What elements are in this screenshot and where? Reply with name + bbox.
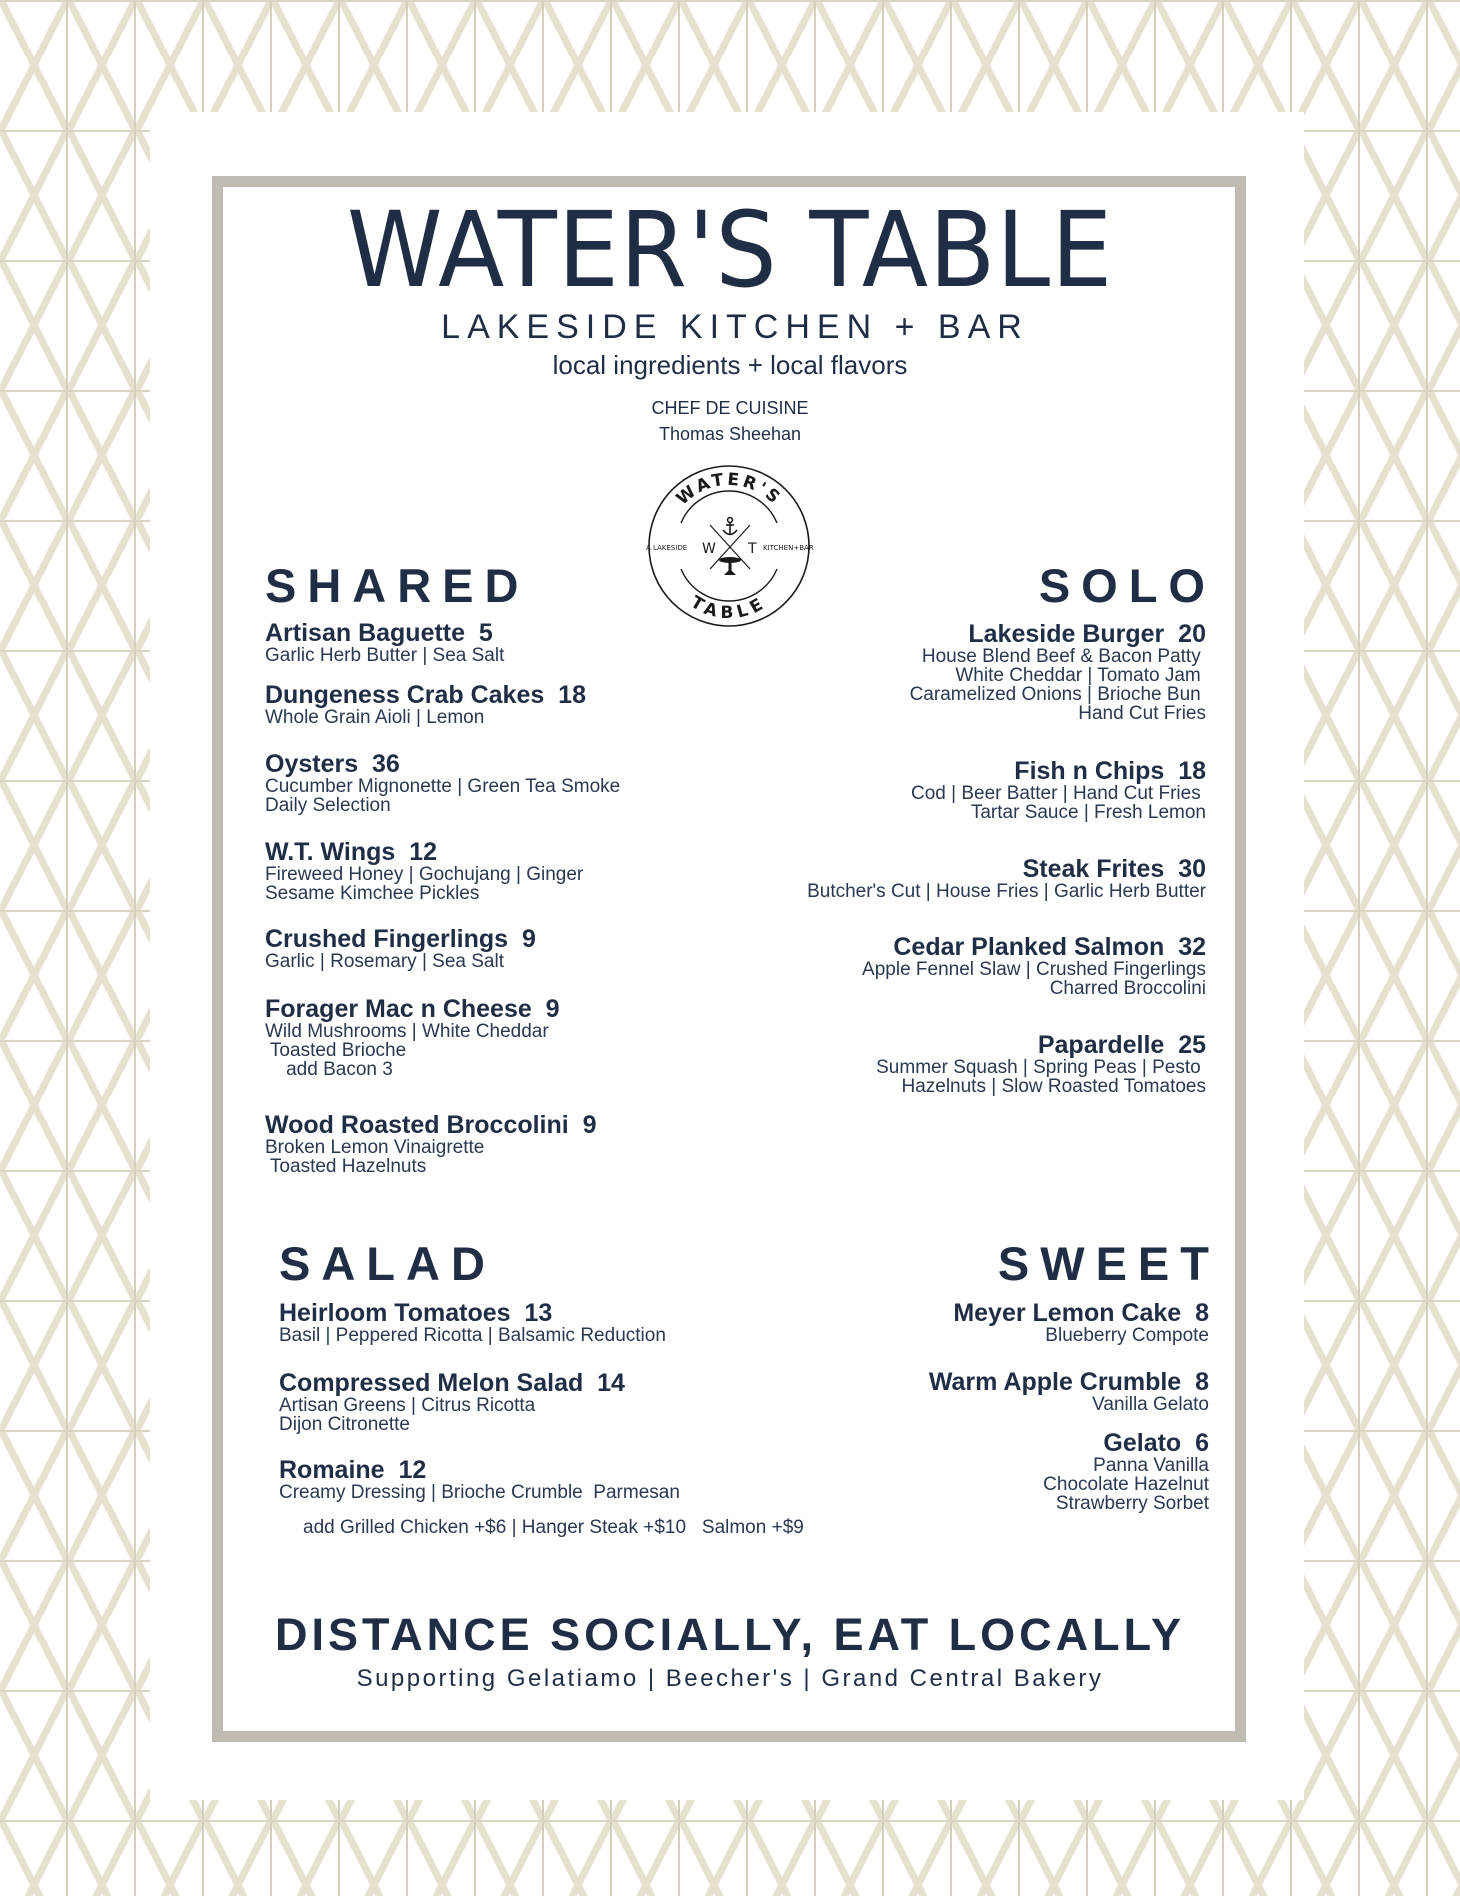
section-heading-shared: SHARED: [265, 559, 530, 612]
menu-item: [265, 751, 620, 839]
menu-item: [265, 926, 620, 996]
item-desc: Panna Vanilla: [1093, 1455, 1209, 1476]
menu-item: [929, 1300, 1209, 1369]
shared-items: [265, 620, 620, 1176]
menu-item: [265, 1112, 620, 1176]
item-desc: Garlic | Rosemary | Sea Salt: [265, 951, 505, 972]
section-heading-sweet: SWEET: [997, 1237, 1220, 1290]
item-desc: Hazelnuts | Slow Roasted Tomatoes: [901, 1076, 1206, 1097]
menu-item: [929, 1369, 1209, 1430]
salad-items: [279, 1300, 680, 1502]
menu-item: [279, 1457, 680, 1502]
item-desc: Tartar Sauce | Fresh Lemon: [970, 802, 1206, 823]
restaurant-logo: [638, 463, 820, 629]
menu-item: [265, 839, 620, 926]
item-desc: Whole Grain Aioli | Lemon: [265, 707, 485, 728]
chef-name: Thomas Sheehan: [658, 424, 802, 444]
item-name: Steak Frites 30: [1022, 855, 1206, 883]
menu-item: [265, 996, 620, 1112]
svg-text:W: W: [702, 541, 716, 557]
item-desc: Toasted Brioche: [265, 1040, 407, 1061]
menu-item: [807, 934, 1206, 1032]
restaurant-subtitle: LAKESIDE KITCHEN + BAR: [441, 308, 1029, 346]
salad-addons: add Grilled Chicken +$6 | Hanger Steak +$10 Salmon +$9: [303, 1517, 804, 1538]
section-heading-salad: SALAD: [279, 1237, 496, 1290]
logo-bottom-text: TABLE: [687, 592, 771, 624]
item-desc: Hand Cut Fries: [1078, 703, 1206, 724]
section-heading-solo: SOLO: [1038, 559, 1216, 612]
item-desc: Creamy Dressing | Brioche Crumble Parmesan: [279, 1482, 680, 1503]
item-desc: Cod | Beer Batter | Hand Cut Fries: [911, 783, 1206, 804]
menu-item: [279, 1370, 680, 1457]
item-name: Lakeside Burger 20: [968, 620, 1206, 648]
item-name: Oysters 36: [265, 750, 400, 778]
item-desc: Blueberry Compote: [1045, 1325, 1209, 1346]
item-desc: Artisan Greens | Citrus Ricotta: [279, 1395, 536, 1416]
item-desc: White Cheddar | Tomato Jam: [955, 665, 1206, 686]
anchor-icon: [723, 518, 737, 535]
item-desc: Summer Squash | Spring Peas | Pesto: [876, 1057, 1206, 1078]
menu-item: [279, 1300, 680, 1370]
footer-tagline: DISTANCE SOCIALLY, EAT LOCALLY: [274, 1609, 1186, 1660]
item-desc: add Bacon 3: [265, 1059, 393, 1080]
restaurant-title: WATER'S TABLE: [346, 189, 1114, 311]
item-name: Heirloom Tomatoes 13: [279, 1299, 553, 1327]
menu-item: [929, 1430, 1209, 1513]
item-desc: Basil | Peppered Ricotta | Balsamic Reduction: [279, 1325, 666, 1346]
svg-text:A LAKESIDE: A LAKESIDE: [646, 544, 688, 552]
item-name: Gelato 6: [1103, 1429, 1209, 1457]
menu-item: [807, 856, 1206, 934]
svg-text:T: T: [748, 541, 757, 557]
item-desc: Strawberry Sorbet: [1055, 1493, 1209, 1514]
tagline: local ingredients + local flavors: [552, 350, 908, 380]
item-name: Dungeness Crab Cakes 18: [265, 681, 586, 709]
sweet-items: [929, 1300, 1209, 1513]
item-desc: Wild Mushrooms | White Cheddar: [265, 1021, 549, 1042]
item-desc: Daily Selection: [265, 795, 391, 816]
menu-item: [265, 682, 620, 751]
item-name: Warm Apple Crumble 8: [928, 1368, 1209, 1396]
solo-items: [807, 621, 1206, 1096]
item-desc: Fireweed Honey | Gochujang | Ginger: [265, 864, 584, 885]
item-name: Papardelle 25: [1037, 1031, 1206, 1059]
item-desc: Garlic Herb Butter | Sea Salt: [265, 645, 505, 666]
item-desc: House Blend Beef & Bacon Patty: [921, 646, 1206, 667]
item-desc: Dijon Citronette: [279, 1414, 410, 1435]
footer-supporting: Supporting Gelatiamo | Beecher's | Grand Central Bakery: [356, 1665, 1104, 1692]
menu-item: [807, 758, 1206, 856]
item-name: W.T. Wings 12: [265, 838, 438, 866]
item-desc: Sesame Kimchee Pickles: [265, 883, 480, 904]
item-desc: Cucumber Mignonette | Green Tea Smoke: [265, 776, 621, 797]
item-name: Wood Roasted Broccolini 9: [265, 1111, 597, 1139]
menu-item: [807, 1032, 1206, 1096]
item-desc: Chocolate Hazelnut: [1043, 1474, 1209, 1495]
menu-item: [265, 620, 620, 682]
item-desc: Caramelized Onions | Brioche Bun: [909, 684, 1206, 705]
svg-text:KITCHEN+BAR: KITCHEN+BAR: [763, 544, 814, 552]
item-desc: Vanilla Gelato: [1092, 1394, 1209, 1415]
svg-text:TABLE: [687, 592, 771, 623]
item-name: Forager Mac n Cheese 9: [265, 995, 560, 1023]
item-desc: Broken Lemon Vinaigrette: [265, 1137, 485, 1158]
item-name: Cedar Planked Salmon 32: [893, 933, 1206, 961]
chef-label: CHEF DE CUISINE: [651, 398, 809, 418]
item-name: Meyer Lemon Cake 8: [953, 1299, 1209, 1327]
item-desc: Toasted Hazelnuts: [265, 1156, 427, 1177]
menu-item: [807, 621, 1206, 758]
item-desc: Butcher's Cut | House Fries | Garlic Herb Butter: [807, 881, 1206, 902]
item-name: Compressed Melon Salad 14: [279, 1369, 625, 1397]
item-name: Crushed Fingerlings 9: [265, 925, 536, 953]
item-name: Romaine 12: [279, 1456, 427, 1484]
logo-top-text: WATER'S: [672, 469, 786, 510]
table-icon: [719, 557, 741, 575]
item-desc: Charred Broccolini: [1049, 978, 1206, 999]
item-name: Artisan Baguette 5: [265, 619, 493, 647]
item-name: Fish n Chips 18: [1014, 757, 1206, 785]
item-desc: Apple Fennel Slaw | Crushed Fingerlings: [862, 959, 1206, 980]
